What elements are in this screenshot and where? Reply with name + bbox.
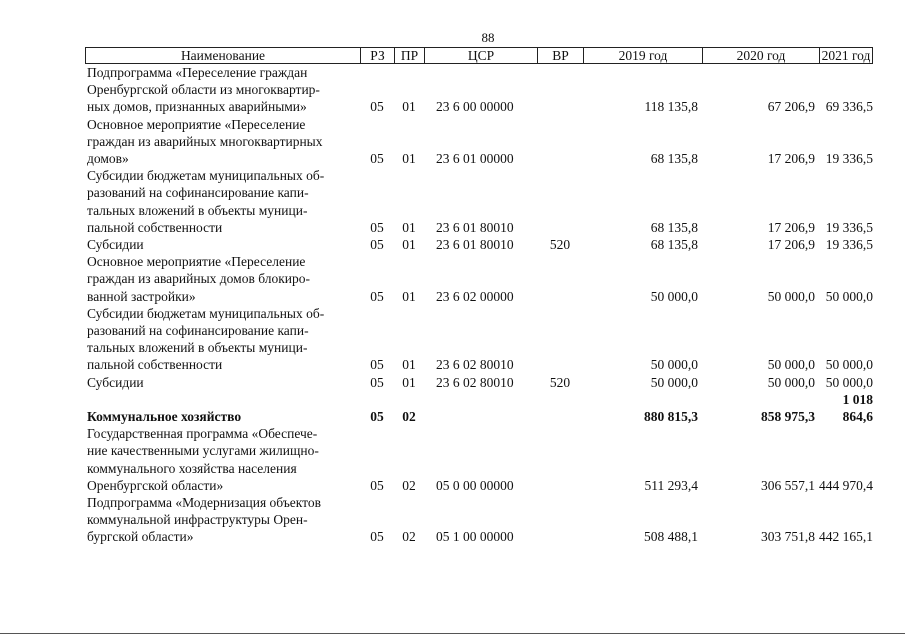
row-csr: 05 0 00 00000	[436, 477, 514, 493]
row-vr: 520	[549, 237, 571, 253]
row-2019: 50 000,0	[650, 374, 698, 390]
row-csr: 23 6 01 80010	[436, 219, 514, 235]
header-pr: ПР	[395, 48, 425, 63]
row-vr: 520	[549, 374, 571, 390]
row-name-line: разований на софинансирование капи-	[87, 185, 309, 201]
row-rz: 05	[370, 151, 384, 167]
row-2021: 19 336,5	[825, 151, 873, 167]
row-name-line: Оренбургской области из многоквартир-	[87, 82, 320, 98]
row-pr: 01	[402, 219, 416, 235]
row-csr: 23 6 02 80010	[436, 374, 514, 390]
row-csr: 23 6 01 00000	[436, 151, 514, 167]
row-pr: 01	[402, 288, 416, 304]
header-vr: ВР	[538, 48, 584, 63]
row-name	[85, 236, 360, 253]
row-pr: 01	[402, 237, 416, 253]
row-2021: 50 000,0	[825, 374, 873, 390]
row-name-line: разований на софинансирование капи-	[87, 323, 309, 339]
row-rz: 05	[370, 357, 384, 373]
row-2020: 17 206,9	[767, 237, 815, 253]
table-row	[85, 305, 873, 374]
row-name-line: тальных вложений в объекты муници-	[87, 340, 308, 356]
row-name-line: Подпрограмма «Модернизация объектов	[87, 495, 322, 511]
row-name-line: Основное мероприятие «Переселение	[87, 116, 306, 132]
row-2021: 1 018 864,6	[842, 391, 873, 425]
row-rz: 05	[370, 409, 384, 425]
row-2021: 50 000,0	[825, 288, 873, 304]
row-name-line: коммунальной инфраструктуры Орен-	[87, 512, 308, 528]
row-2019: 68 135,8	[650, 219, 698, 235]
row-2020: 50 000,0	[767, 357, 815, 373]
row-name-line: бургской области»	[87, 529, 194, 545]
row-2019: 68 135,8	[650, 151, 698, 167]
row-name	[85, 167, 360, 236]
header-name: Наименование	[86, 48, 361, 63]
row-csr: 05 1 00 00000	[436, 529, 514, 545]
table-body	[85, 64, 873, 546]
row-name-line: коммунального хозяйства населения	[87, 460, 297, 476]
row-2021: 19 336,5	[825, 219, 873, 235]
row-name-line: тальных вложений в объекты муници-	[87, 202, 308, 218]
row-name-line: пальной собственности	[87, 357, 223, 373]
row-name	[85, 408, 360, 425]
row-2020: 50 000,0	[767, 374, 815, 390]
row-2021: 444 970,4	[819, 477, 873, 493]
row-name-line: ние качественными услугами жилищно-	[87, 443, 319, 459]
header-2020: 2020 год	[703, 48, 820, 63]
row-name-line: ванной застройки»	[87, 288, 196, 304]
row-name-line: пальной собственности	[87, 219, 223, 235]
row-2020: 67 206,9	[767, 99, 815, 115]
row-name	[85, 116, 360, 168]
row-csr: 23 6 01 80010	[436, 237, 514, 253]
row-rz: 05	[370, 288, 384, 304]
row-pr: 02	[402, 477, 416, 493]
page-number: 88	[481, 30, 495, 45]
row-2021: 442 165,1	[819, 529, 873, 545]
row-pr: 01	[402, 374, 416, 390]
table-row	[85, 116, 873, 168]
row-name-line: граждан из аварийных домов блокиро-	[87, 271, 311, 287]
row-pr: 02	[402, 529, 416, 545]
row-pr: 01	[402, 357, 416, 373]
row-pr: 01	[402, 99, 416, 115]
row-csr: 23 6 02 00000	[436, 288, 514, 304]
row-csr: 23 6 00 00000	[436, 99, 514, 115]
row-2020: 50 000,0	[767, 288, 815, 304]
row-rz: 05	[370, 374, 384, 390]
table-header	[85, 47, 873, 64]
table-row	[85, 425, 873, 494]
row-2019: 68 135,8	[650, 237, 698, 253]
row-name-line: Субсидии бюджетам муниципальных об-	[87, 168, 325, 184]
row-name	[85, 425, 360, 494]
row-2019: 880 815,3	[644, 409, 698, 425]
row-2021: 19 336,5	[825, 237, 873, 253]
row-rz: 05	[370, 99, 384, 115]
row-pr: 01	[402, 151, 416, 167]
row-name-line: Коммунальное хозяйство	[87, 409, 242, 425]
bottom-scan-line	[0, 633, 905, 634]
header-2019: 2019 год	[584, 48, 703, 63]
row-2020: 306 557,1	[761, 477, 815, 493]
row-name-line: Субсидии	[87, 374, 144, 390]
row-name	[85, 305, 360, 374]
table-row	[85, 374, 873, 391]
row-name-line: Государственная программа «Обеспече-	[87, 426, 318, 442]
row-2020: 858 975,3	[761, 409, 815, 425]
row-name-line: Субсидии бюджетам муниципальных об-	[87, 305, 325, 321]
row-name-line: Оренбургской области»	[87, 477, 224, 493]
table-row	[85, 391, 873, 425]
row-2020: 303 751,8	[761, 529, 815, 545]
row-2019: 118 135,8	[644, 99, 698, 115]
row-2019: 50 000,0	[650, 288, 698, 304]
row-name	[85, 64, 360, 116]
table-row	[85, 64, 873, 116]
row-2020: 17 206,9	[767, 219, 815, 235]
table-row	[85, 253, 873, 305]
row-2021: 50 000,0	[825, 357, 873, 373]
row-2019: 508 488,1	[644, 529, 698, 545]
row-2020: 17 206,9	[767, 151, 815, 167]
row-name	[85, 253, 360, 305]
table-row	[85, 167, 873, 236]
row-name-line: Основное мероприятие «Переселение	[87, 254, 306, 270]
row-2019: 50 000,0	[650, 357, 698, 373]
row-rz: 05	[370, 219, 384, 235]
row-name-line: домов»	[87, 151, 129, 167]
header-2021: 2021 год	[821, 48, 871, 63]
row-name-line: Подпрограмма «Переселение граждан	[87, 65, 308, 80]
row-2019: 511 293,4	[644, 477, 698, 493]
row-name	[85, 374, 360, 391]
row-name-line: граждан из аварийных многоквартирных	[87, 133, 323, 149]
row-name	[85, 494, 360, 546]
row-name-line: ных домов, признанных аварийными»	[87, 99, 307, 115]
row-rz: 05	[370, 477, 384, 493]
header-rz: РЗ	[361, 48, 395, 63]
table-row	[85, 494, 873, 546]
row-pr: 02	[402, 409, 416, 425]
row-csr: 23 6 02 80010	[436, 357, 514, 373]
header-csr: ЦСР	[425, 48, 538, 63]
budget-table	[85, 47, 873, 546]
row-rz: 05	[370, 529, 384, 545]
row-2021: 69 336,5	[825, 99, 873, 115]
table-row	[85, 236, 873, 253]
row-rz: 05	[370, 237, 384, 253]
row-name-line: Субсидии	[87, 237, 144, 253]
